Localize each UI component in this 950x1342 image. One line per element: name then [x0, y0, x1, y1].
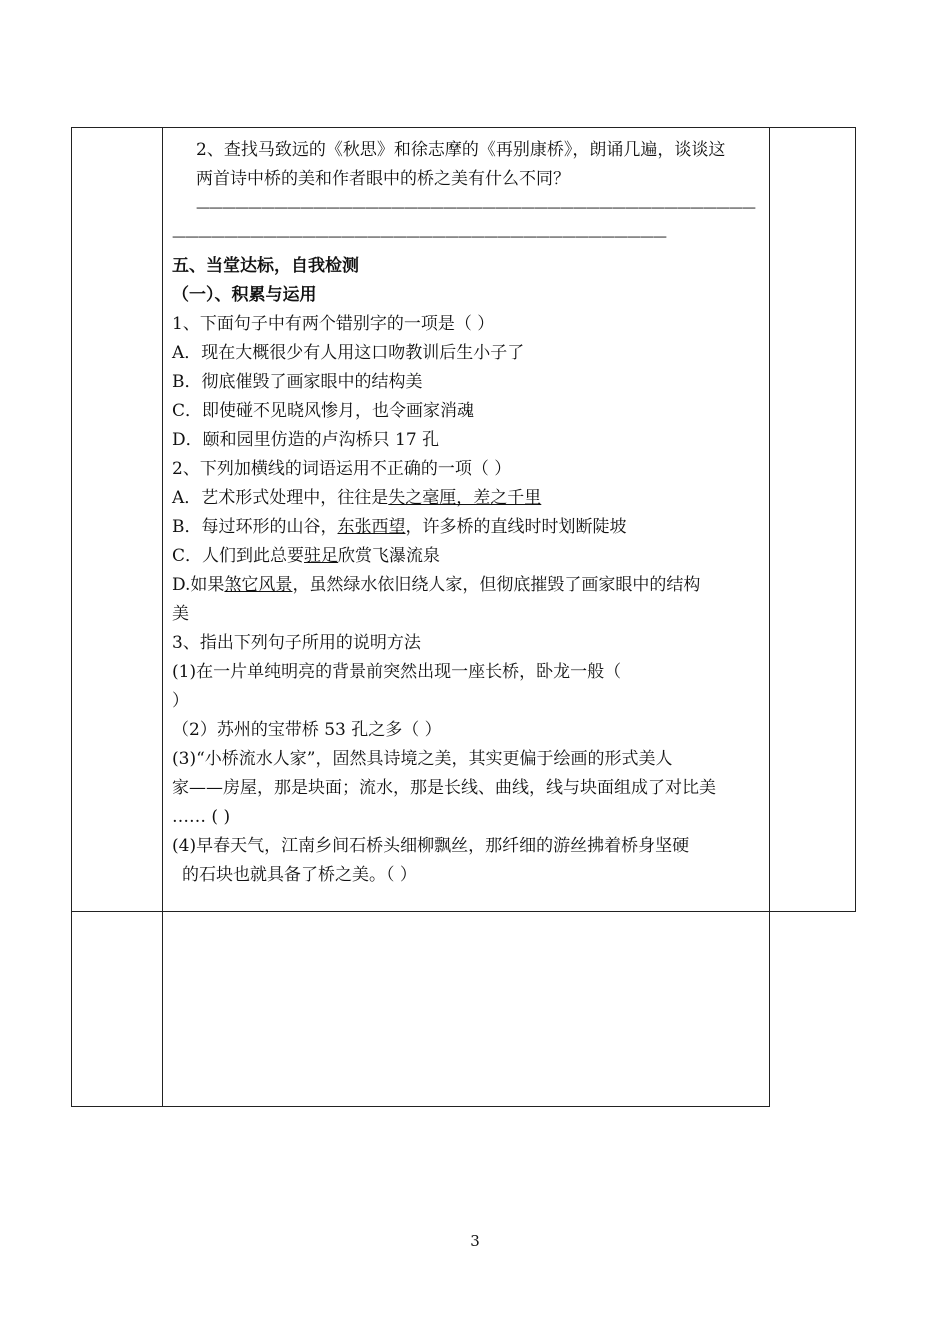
underlined-phrase: 失之毫厘，差之千里 — [388, 488, 542, 508]
item-3-sentence-3-line-3: …… ( ) — [172, 807, 231, 827]
option-text: ，虽然绿水依旧绕人家，但彻底摧毁了画家眼中的结构 — [292, 575, 701, 595]
section-title: 五、当堂达标，自我检测 — [172, 256, 359, 276]
underlined-phrase: 东张西望 — [337, 517, 406, 537]
item-2-option-c — [172, 542, 764, 571]
table-bottom-border — [71, 1106, 769, 1107]
item-1-option-d: D．颐和园里仿造的卢沟桥只 17 孔 — [172, 430, 440, 450]
answer-dash-line-2: —————————————————————————————————————— — [172, 229, 666, 245]
item-2-option-a — [172, 484, 764, 513]
page-number: 3 — [470, 1232, 480, 1250]
item-3-sentence-3-line-1: (3)“小桥流水人家”，固然具诗境之美，其实更偏于绘画的形式美人 — [172, 749, 673, 769]
item-3-sentence-4-line-2: 的石块也就具备了桥之美。（ ） — [182, 865, 417, 885]
item-2-stem: 2、下列加横线的词语运用不正确的一项（ ） — [172, 459, 512, 479]
underlined-phrase: 煞它风景 — [224, 575, 293, 595]
item-3-sentence-1-continued: ） — [172, 691, 189, 711]
item-1-option-a: A．现在大概很少有人用这口吻教训后生小子了 — [172, 343, 525, 363]
table-right-border — [855, 127, 856, 912]
item-2-option-d-continued: 美 — [172, 604, 189, 624]
table-column-divider — [162, 127, 163, 1107]
item-3-sentence-4-line-1: (4)早春天气，江南乡间石桥头细柳飘丝，那纤细的游丝拂着桥身坚硬 — [172, 836, 690, 856]
section-subtitle: （一）、积累与运用 — [172, 285, 317, 305]
item-2-option-b — [172, 513, 764, 542]
question-2-line-1: 2、查找马致远的《秋思》和徐志摩的《再别康桥》，朗诵几遍，谈谈这 — [196, 140, 726, 160]
answer-dash-line-1: ——————————————————————————————————————————— — [196, 200, 755, 216]
option-text: D.如果 — [172, 575, 225, 595]
option-text: C．人们到此总要 — [172, 546, 305, 566]
item-1-option-b: B．彻底催毁了画家眼中的结构美 — [172, 372, 423, 392]
item-1-option-c: C．即使碰不见晓风惨月，也令画家消魂 — [172, 401, 475, 421]
table-top-border — [71, 127, 856, 128]
item-3-sentence-1: (1)在一片单纯明亮的背景前突然出现一座长桥，卧龙一般（ — [172, 662, 622, 682]
option-text: B．每过环形的山谷， — [172, 517, 338, 537]
item-3-sentence-2: （2）苏州的宝带桥 53 孔之多（ ） — [172, 720, 442, 740]
option-text: ，许多桥的直线时时划断陡坡 — [405, 517, 627, 537]
table-left-border — [71, 127, 72, 1107]
item-2-option-d — [172, 571, 764, 600]
option-text: 欣赏飞瀑流泉 — [338, 546, 441, 566]
question-2-line-2: 两首诗中桥的美和作者眼中的桥之美有什么不同？ — [196, 169, 570, 189]
table-row-divider — [71, 911, 856, 912]
item-3-stem: 3、指出下列句子所用的说明方法 — [172, 633, 421, 653]
main-content-cell — [172, 136, 764, 890]
option-text: A．艺术形式处理中，往往是 — [172, 488, 389, 508]
underlined-phrase: 驻足 — [304, 546, 339, 566]
item-1-stem: 1、下面句子中有两个错别字的一项是（ ） — [172, 314, 495, 334]
item-3-sentence-3-line-2: 家——房屋，那是块面；流水，那是长线、曲线，线与块面组成了对比美 — [172, 778, 716, 798]
table-column-divider-right — [769, 127, 770, 1107]
